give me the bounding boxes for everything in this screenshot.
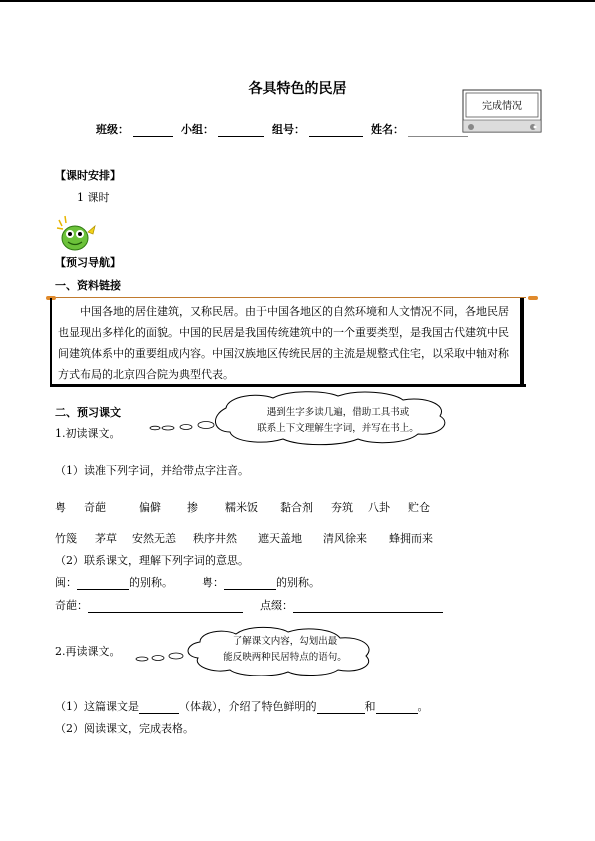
qipa-line [55, 597, 443, 613]
completion-badge [461, 88, 545, 136]
word-item: 蜂拥而来 [389, 532, 433, 545]
schedule-value: 1 课时 [77, 191, 110, 204]
q3-part-d: 。 [417, 700, 429, 713]
q3-part-c: 和 [364, 700, 376, 713]
min-blank[interactable] [77, 578, 129, 590]
question4: （2）阅读课文，完成表格。 [55, 722, 194, 735]
word-item: 夯筑 [331, 501, 353, 514]
team-blank[interactable] [218, 124, 264, 137]
number-label: 组号： [272, 123, 305, 136]
word-item: 遮天盖地 [258, 532, 302, 545]
dianzhui-label: 点缀： [260, 599, 293, 612]
item2-label: 2.再读课文。 [55, 645, 121, 658]
badge-frame-icon [461, 88, 545, 136]
yue-prefix: 粤： [202, 576, 224, 589]
word-item: 竹篾 [55, 532, 77, 545]
mascot-icon [55, 212, 99, 256]
cloud1-line2: 联系上下文理解生字词，并写在书上。 [257, 423, 419, 434]
min-line [55, 574, 320, 590]
word-item: 粤 [55, 501, 66, 514]
number-blank[interactable] [309, 124, 363, 137]
word-item: 安然无恙 [132, 532, 176, 545]
cloud2-line1: 了解课文内容，勾划出最 [232, 636, 338, 647]
team-label: 小组： [181, 123, 214, 136]
qipa-blank[interactable] [88, 601, 243, 613]
genre-blank[interactable] [139, 702, 179, 714]
yue-blank[interactable] [224, 578, 276, 590]
section1-heading: 一、资料链接 [55, 279, 121, 292]
qipa-label: 奇葩： [55, 599, 88, 612]
yue-suffix: 的别称。 [276, 576, 320, 589]
question3 [55, 698, 429, 714]
word-item: 黏合剂 [280, 501, 313, 514]
question2: （2）联系课文，理解下列字词的意思。 [55, 554, 249, 567]
word-item: 奇葩 [84, 501, 106, 514]
reference-paragraph: 中国各地的居住建筑，又称民居。由于中国各地区的自然环境和人文情况不同，各地民居也显现出多样化的面貌。中国的民居是我国传统建筑中的一个重要类型，是我国古代建筑中民间建筑体系中的重要组成内容。中国汉族地区传统民居的主流是规整式住宅，以采取中轴对称方式布局的北京四合院为典型代表。 [50, 298, 524, 384]
min-prefix: 闽： [55, 576, 77, 589]
word-item: 糯米饭 [225, 501, 258, 514]
dwelling2-blank[interactable] [376, 702, 418, 714]
q3-part-a: （1）这篇课文是 [55, 700, 139, 713]
class-blank[interactable] [133, 124, 173, 137]
guide-heading: 【预习导航】 [55, 256, 121, 269]
word-item: 清风徐来 [323, 532, 367, 545]
student-info-fields [96, 121, 476, 137]
word-item: 八卦 [368, 501, 390, 514]
word-item: 茅草 [95, 532, 117, 545]
class-label: 班级： [96, 123, 129, 136]
q3-part-b: （体裁），介绍了特色鲜明的 [179, 700, 317, 713]
item1-label: 1.初读课文。 [55, 427, 121, 440]
min-suffix: 的别称。 [129, 576, 173, 589]
box-bottom-rule [50, 384, 526, 387]
top-rule [0, 0, 595, 2]
cloud2-text [210, 634, 360, 666]
schedule-heading: 【课时安排】 [55, 169, 121, 182]
name-blank[interactable] [408, 124, 468, 137]
cloud2-line2: 能反映两种民居特点的语句。 [223, 652, 347, 663]
page-title: 各具特色的民居 [248, 81, 347, 97]
cloud1-text [238, 405, 438, 437]
pin-right-icon [528, 296, 538, 300]
word-item: 掺 [187, 501, 198, 514]
word-item: 秩序井然 [193, 532, 237, 545]
word-item: 贮仓 [408, 501, 430, 514]
section2-heading: 二、预习课文 [55, 406, 121, 419]
name-label: 姓名： [371, 123, 404, 136]
badge-label: 完成情况 [482, 101, 522, 112]
question1: （1）读准下列字词，并给带点字注音。 [55, 464, 249, 477]
word-item: 偏僻 [139, 501, 161, 514]
dianzhui-blank[interactable] [293, 601, 443, 613]
dwelling1-blank[interactable] [317, 702, 365, 714]
cloud1-line1: 遇到生字多读几遍，借助工具书或 [266, 407, 410, 418]
